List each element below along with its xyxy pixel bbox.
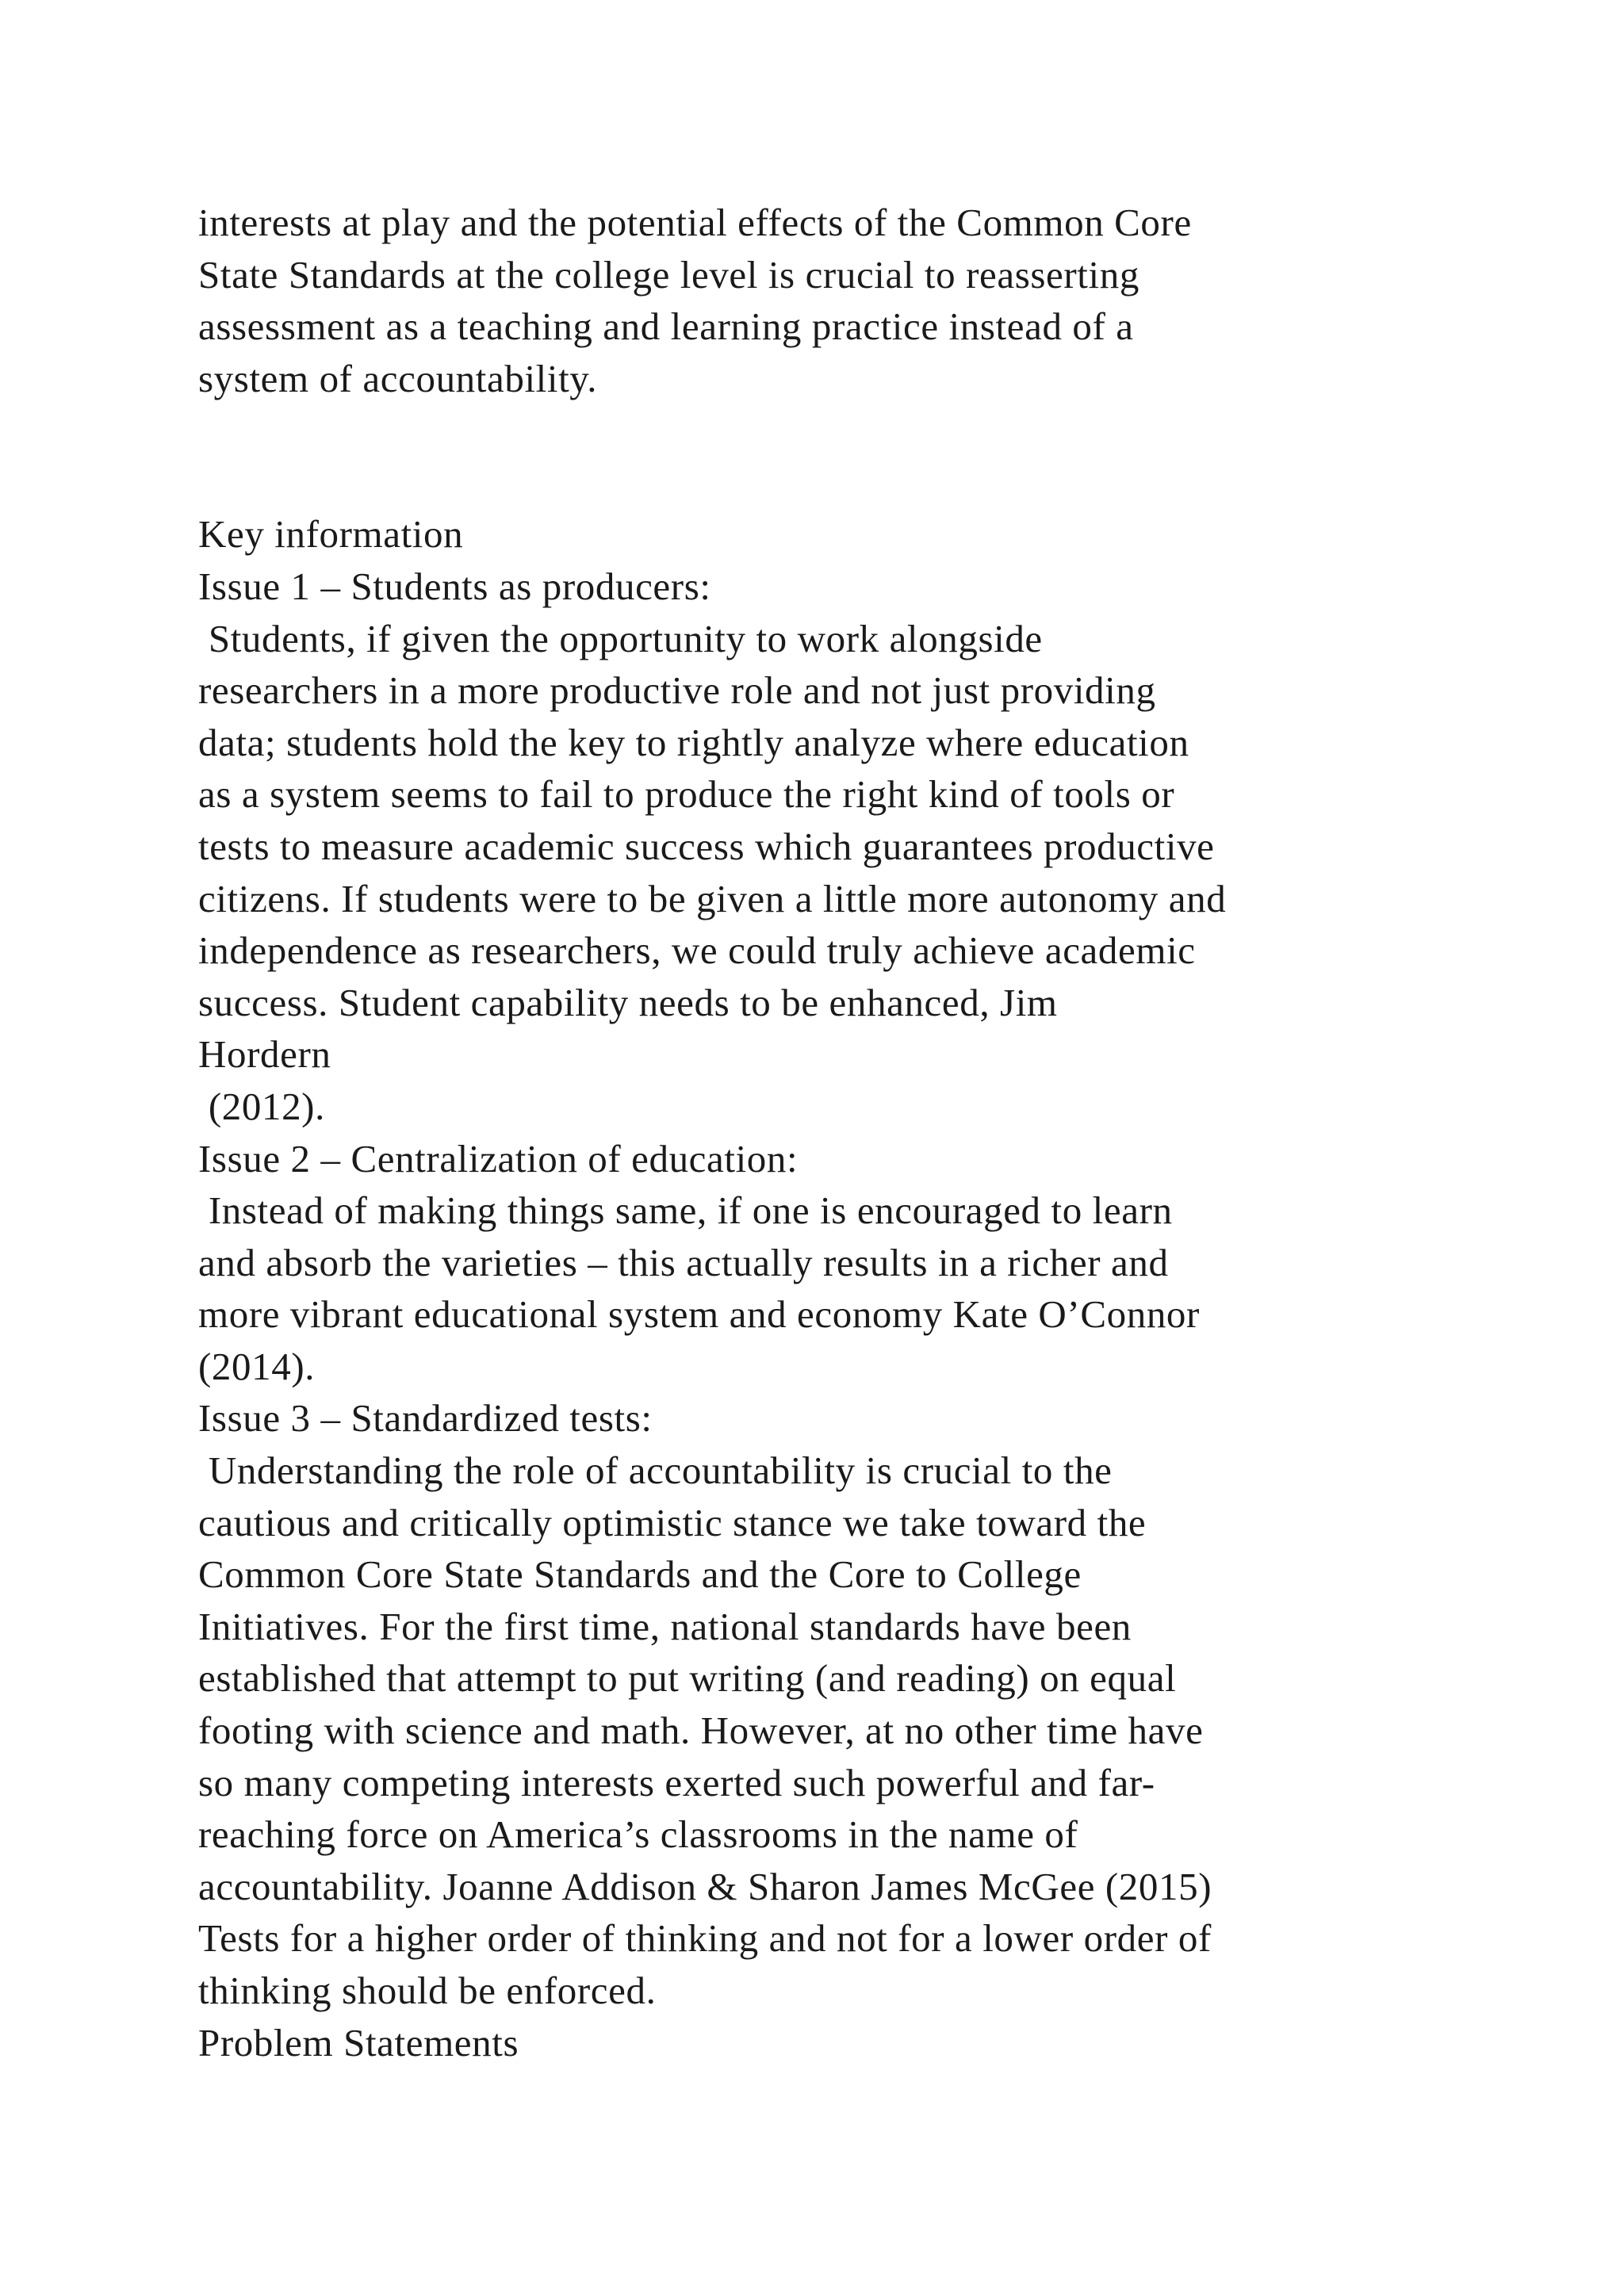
text-line: accountability. Joanne Addison & Sharon James McGee (2015)	[198, 1864, 1212, 1908]
text-line: independence as researchers, we could truly achieve academic	[198, 928, 1196, 973]
issue-2-title: Issue 2 – Centralization of education:	[198, 1136, 799, 1181]
text-line: interests at play and the potential effects of the Common Core	[198, 201, 1192, 244]
text-line: success. Student capability needs to be enhanced, Jim	[198, 980, 1058, 1024]
issue-1-title: Issue 1 – Students as producers:	[198, 564, 711, 608]
text-line: Common Core State Standards and the Core to College	[198, 1552, 1082, 1597]
text-line: data; students hold the key to rightly analyze where education	[198, 720, 1189, 764]
text-line: so many competing interests exerted such powerful and far-	[198, 1760, 1155, 1804]
text-line: established that attempt to put writing (and reading) on equal	[198, 1656, 1177, 1701]
text-line: citizens. If students were to be given a little more autonomy and	[198, 876, 1227, 920]
text-line: reaching force on America’s classrooms in the name of	[198, 1812, 1078, 1857]
issue-1-body	[198, 613, 1546, 1133]
text-line: Students, if given the opportunity to work alongside	[198, 616, 1043, 660]
intro-paragraph	[198, 197, 1546, 404]
issue-3-body	[198, 1445, 1546, 2017]
key-information-section	[198, 508, 1546, 2016]
text-line: researchers in a more productive role and not just providing	[198, 668, 1156, 713]
issue-2-body	[198, 1184, 1546, 1392]
text-line: and absorb the varieties – this actually results in a richer and	[198, 1240, 1169, 1284]
paragraph-spacer	[198, 404, 1546, 508]
document-body	[198, 197, 1546, 2068]
text-line: (2012).	[198, 1084, 325, 1128]
text-line: Hordern	[198, 1032, 331, 1077]
text-line: thinking should be enforced.	[198, 1969, 657, 2012]
text-line: Tests for a higher order of thinking and not for a lower order of	[198, 1916, 1212, 1961]
text-line: as a system seems to fail to produce the right kind of tools or	[198, 772, 1175, 817]
issue-3-title: Issue 3 – Standardized tests:	[198, 1396, 653, 1441]
text-line: footing with science and math. However, at no other time have	[198, 1709, 1204, 1753]
text-line: more vibrant educational system and economy Kate O’Connor	[198, 1292, 1200, 1337]
section-heading-key-information: Key information	[198, 512, 464, 557]
text-line: tests to measure academic success which guarantees productive	[198, 824, 1215, 868]
text-line: State Standards at the college level is crucial to reasserting	[198, 252, 1139, 297]
text-line: cautious and critically optimistic stance we take toward the	[198, 1500, 1147, 1544]
text-line: Instead of making things same, if one is encouraged to learn	[198, 1188, 1173, 1233]
text-line: Understanding the role of accountability is crucial to the	[198, 1448, 1113, 1493]
text-line: (2014).	[198, 1344, 316, 1388]
text-line: assessment as a teaching and learning practice instead of a	[198, 304, 1134, 349]
text-line: Initiatives. For the first time, national standards have been	[198, 1604, 1132, 1648]
section-heading-problem-statements: Problem Statements	[198, 2020, 519, 2064]
text-line: system of accountability.	[198, 356, 598, 400]
